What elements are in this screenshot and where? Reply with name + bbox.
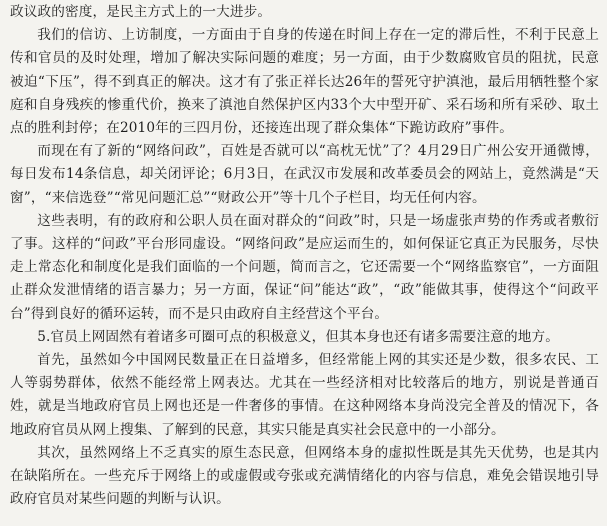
paragraph-second-concern: 其次，虽然网络上不乏真实的原生态民意，但网络本身的虚拟性既是其先天优势，也是其内在缺陷所在。一些充斥于网络上的或虚假或夸张或充满情绪化的内容与信息，难免会错误地引导政府官员对某些问题的判断与认识。 [10,444,599,508]
paragraph-first-concern: 首先，虽然如今中国网民数量正在日益增多，但经常能上网的其实还是少数，很多农民、工人等弱势群体，依然不能经常上网表达。尤其在一些经济相对比较落后的地方，别说是普通百姓，就是当地政府官员上网也还是一件奢侈的事情。在这种网络本身尚没完全普及的情况下，各地政府官员从网上搜集、了解到的民意，其实只能是真实社会民意中的一小部分。 [10,352,599,438]
paragraph-continuation: 政议政的密度，是民主方式上的一大进步。 [10,4,272,20]
paragraph-petition-system: 我们的信访、上访制度，一方面由于自身的传递在时间上存在一定的滞后性，不利于民意上传和官员的及时处理，增加了解决实际问题的难度；另一方面，由于少数腐败官员的阻扰，民意被迫“下压”，得不到真正的解决。这才有了张正祥长达26年的誓死守护滇池，最后用牺牲整个家庭和自身残疾的惨重代价，换来了滇池自然保护区内33个大中型开矿、采石场和所有采砂、取土点的胜利封停；在2010年的三四月份，还接连出现了群众集体“下跪访政府”事件。 [10,27,599,137]
paragraph-platform-supervision: 这些表明，有的政府和公职人员在面对群众的“问政”时，只是一场虚张声势的作秀或者敷衍了事。这样的“问政”平台形同虚设。“网络问政”是应运而生的，如何保证它真正为民服务，尽快走上常态化和制度化是我们面临的一个问题，简而言之，它还需要一个“网络监察官”，一方面阻止群众发泄情绪的语言暴力；另一方面，保证“问”能达“政”，“政”能做其事，使得这个“问政平台”得到良好的循环运转，而不是只由政府自主经营这个平台。 [10,212,599,322]
paragraph-point-5: 5.官员上网固然有着诸多可圈可点的积极意义，但其本身也还有诸多需要注意的地方。 [37,328,559,345]
paragraph-online-inquiry: 而现在有了新的“网络问政”，百姓是否就可以“高枕无忧”了？4月29日广州公安开通微博，每日发布14条信息，却关闭评论；6月3日，在武汉市发展和改革委员会的网站上，竟然满是“天窗”，“来信选登”“常见问题汇总”“财政公开”等十几个子栏目，均无任何内容。 [10,143,599,206]
